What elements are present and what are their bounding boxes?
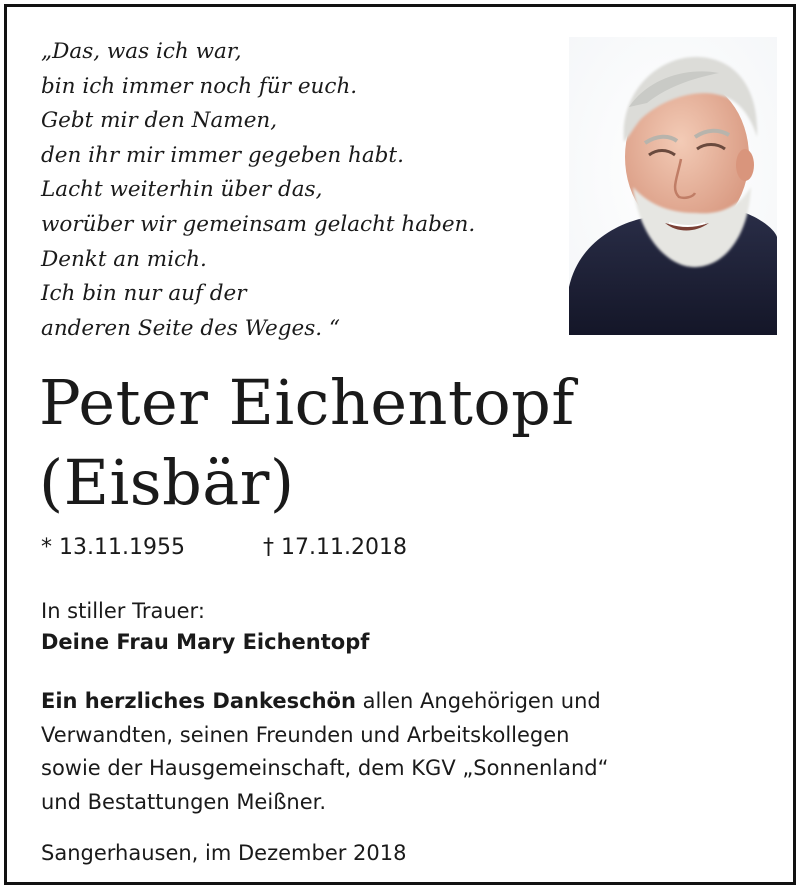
deceased-name: Peter Eichentopf — [39, 366, 575, 439]
poem-line: Gebt mir den Namen, — [41, 108, 278, 134]
poem-line: „Das, was ich war, — [41, 39, 242, 64]
place-and-date: Sangerhausen, im Dezember 2018 — [41, 841, 407, 865]
poem-line: bin ich immer noch für euch. — [41, 73, 358, 99]
thanks-line: sowie der Hausgemeinschaft, dem KGV „Sonnenland“ — [41, 756, 609, 780]
birth-date: * 13.11.1955 — [41, 535, 185, 560]
poem-line: Lacht weiterhin über das, — [41, 177, 323, 203]
poem-line: den ihr mir immer gegeben habt. — [41, 142, 404, 168]
poem-line: anderen Seite des Weges. “ — [41, 315, 340, 341]
thanks-bold: Ein herzliches Dankeschön — [41, 689, 356, 713]
mourning-intro: In stiller Trauer: — [41, 599, 205, 623]
thanks-paragraph — [41, 685, 781, 819]
deceased-nickname: (Eisbär) — [39, 446, 295, 519]
poem-line: Denkt an mich. — [41, 246, 207, 272]
mourning-block — [41, 596, 369, 658]
thanks-line — [41, 685, 781, 719]
portrait-photo — [569, 37, 777, 335]
mourner-name: Deine Frau Mary Eichentopf — [41, 630, 370, 654]
thanks-line: und Bestattungen Meißner. — [41, 789, 327, 814]
obituary-frame — [4, 4, 796, 885]
poem-line: Ich bin nur auf der — [41, 281, 247, 307]
death-date: † 17.11.2018 — [263, 535, 407, 560]
life-dates — [41, 532, 407, 564]
thanks-line1-rest: allen Angehörigen und — [355, 689, 601, 713]
poem — [41, 35, 581, 346]
poem-line: worüber wir gemeinsam gelacht haben. — [41, 211, 476, 237]
thanks-line: Verwandten, seinen Freunden und Arbeitskollegen — [41, 722, 570, 747]
